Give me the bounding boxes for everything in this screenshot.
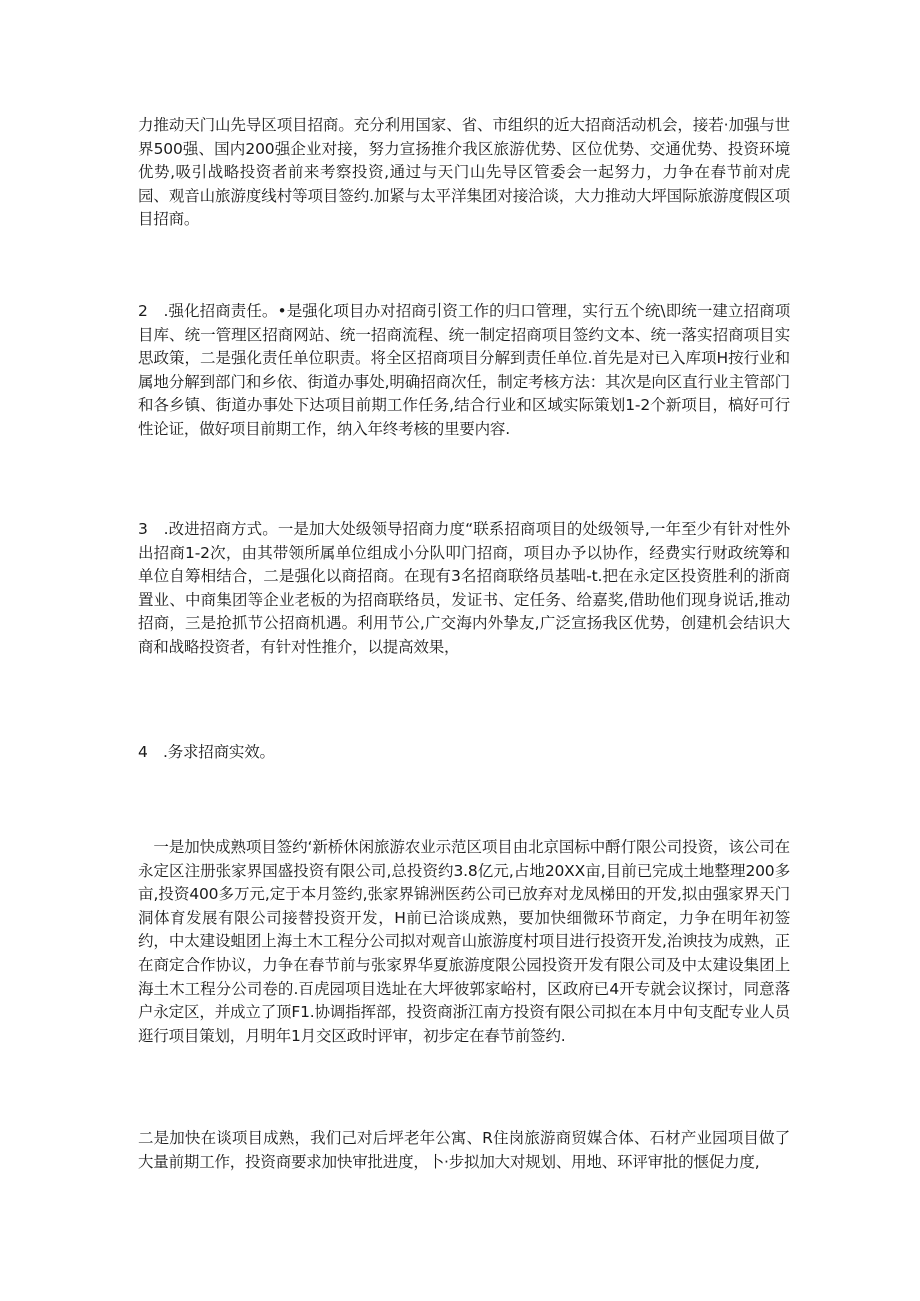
paragraph-ongoing-projects: 二是加快在谈项目成熟，我们己对后坪老年公寓、R住岗旅游商贸媒合体、石材产业园项目做了大量前期工作，投资商要求加快审批进度，卜·步拟加大对规划、用地、环评审批的惬促力度, xyxy=(138,1129,790,1171)
paragraph-heading-seek-results: 4 .务求招商实效。 xyxy=(138,743,275,761)
paragraph-mature-projects: 一是加快成熟项目签约‘新桥休闲旅游农业示范区项目由北京国标中酹仃限公司投资，该公司在永定区注册张家界国盛投资有限公司,总投资约3.8亿元,占地20XX亩,目前已完成土地整理200多亩,投资400多万元,定于本月签约,张家界锦洲医药公司已放弃对龙凤梯田的开发,拟由强家界天门洞体育发展有限公司接替投资开发，H前已洽谈成熟，要加快细微环节商定，力争在明年初签约，中太建设蛆团上海土木工程分公司拟对观音山旅游度村项目进行投资开发,治谀技为成熟，正在商定合作协议，力争在春节前与张家界华夏旅游度限公园投资开发有限公司及中太建设集团上海土木工程分公司卷的.百虎园项目选址在大坪彼郭家峪村，区政府已4开专就会议探讨，同意落户永定区，并成立了顶F1.协调指挥部，投资商浙江南方投资有限公司拟在本月中旬支配专业人员逛行项目策划，月明年1月交区政时评审，初步定在春节前签约. xyxy=(138,838,790,1045)
paragraph-strengthen-responsibility: 2 .强化招商责任。•是强化项目办对招商引资工作的归口管理，实行五个统\即统一建立招商项目库、统一管理区招商网站、统一招商流程、统一制定招商项目签约文本、统一落实招商项目实思政策，二是强化责任单位职责。将全区招商项目分解到责任单位.首先是对已入库项H按行业和属地分解到部门和乡依、街道办事处,明确招商次任，制定考核方法：其次是向区直行业主管部门和各乡镇、街道办事处下达项目前期工作任务,结合行业和区域实际策划1-2个新项目，槁好可行性论证，做好项目前期工作，纳入年终考核的里要内容. xyxy=(138,302,790,438)
paragraph-project-promotion: 力推动天门山先导区项目招商。充分利用国家、省、市组织的近大招商活动机会，接若·加强与世界500强、国内200强企业对接，努力宣扬推介我区旅游优势、区位优势、交通优势、投资环境优势,吸引战略投资者前来考察投资,通过与天门山先导区管委会一起努力，力争在春节前对虎园、观音山旅游度线村等项目签约.加紧与太平洋集团对接洽谈，大力推动大坪国际旅游度假区项目招商。 xyxy=(138,116,790,229)
paragraph-improve-methods: 3 .改进招商方式。一是加大处级领导招商力度“联系招商项目的处级领导,一年至少有针对性外出招商1-2次，由其带领所属单位组成小分队叩门招商，项目办予以协作，经费实行财政统筹和单位自筹相结合，二是强化以商招商。在现有3名招商联络员基咄-t.把在永定区投资胜利的浙商置业、中商集团等企业老板的为招商联络员，发证书、定任务、给嘉奖,借助他们现身说话,推动招商，三是抢抓节公招商机遇。利用节公,广交海内外挚友,广泛宣扬我区优势，创建机会结识大商和战略投资者，有针对性推介，以提高效果， xyxy=(138,520,790,656)
